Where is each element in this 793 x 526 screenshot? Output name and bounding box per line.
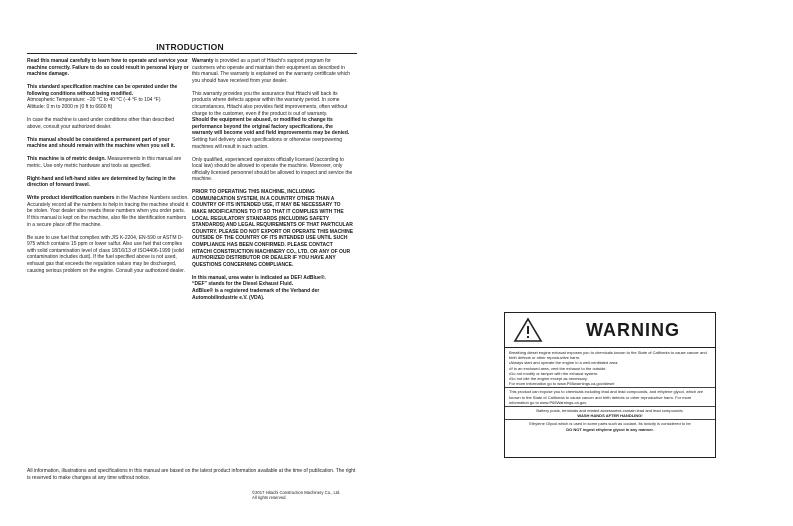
warranty-bold: Warranty: [192, 58, 214, 64]
warning-bullet: • Always start and operate the engine in a well-ventilated area.: [509, 360, 711, 365]
warranty-assurance-paragraph: [192, 91, 354, 150]
def-definition: “DEF” stands for the Diesel Exhaust Fluid.: [192, 281, 294, 288]
sides-paragraph: [27, 176, 189, 189]
left-column: [27, 58, 189, 281]
right-column: [192, 58, 354, 308]
copyright-text: ©2017 Hitachi Construction Machinery Co., Ltd.: [252, 490, 341, 495]
warning-body: [505, 348, 715, 434]
compliance-paragraph: [192, 189, 354, 268]
atmospheric-temperature: Atmospheric Temperature: −20 °C to 40 °C (−4 °F to 104 °F): [27, 97, 161, 104]
metric-design-bold: This machine is of metric design.: [27, 156, 106, 163]
other-conditions-paragraph: In case the machine is used under conditions other than described above, consult your authorized dealer.: [27, 116, 175, 130]
permanent-part-text: This manual should be considered a permanent part of your machine and should remain with the machine when you sell it.: [27, 136, 176, 150]
warranty-assurance-text: This warranty provides you the assurance that Hitachi will back its products where defects appear within the warranty period. In some circumstances, Hitachi also provides field improvements, often without charge to the customer, even if the product is out of warranty.: [192, 90, 348, 117]
warning-divider: [505, 406, 715, 407]
identification-numbers-text: in the Machine Numbers section. Accurately record all the numbers to help in tracing the machine should it be stolen. Your dealer also needs these numbers when you order parts. If this manual is kept on the machine, also file the identification numbers in a secure place off the machine.: [27, 195, 189, 228]
warranty-void-text: Should the equipment be abused, or modified to change its performance beyond the original factory specifications, the warranty will become void and field improvements may be denied.: [192, 117, 350, 137]
warning-bullet: • Do not idle the engine except as necessary.: [509, 376, 711, 381]
page-title: INTRODUCTION: [156, 42, 224, 52]
adblue-trademark: AdBlue® is a registered trademark of the Verband der Automobilindustrie e.V. (VDA).: [192, 287, 320, 301]
operating-conditions-paragraph: [27, 84, 189, 110]
warranty-text: is provided as a part of Hitachi's support program for customers who operate and maintain their equipment as described in this manual. The warranty is explained on the warranty certificate which you should have received from your dealer.: [192, 58, 351, 84]
compliance-text: PRIOR TO OPERATING THIS MACHINE, INCLUDING COMMUNICATION SYSTEM, IN A COUNTRY OTHER THAN A COUNTRY OF ITS INTENDED USE, IT MAY BE NECESSARY TO MAKE MODIFICATIONS TO IT SO THAT IT COMPLIES WITH THE LOCAL REGULATORY STANDARDS (INCLUDING SAFETY STANDARDS) AND LEGAL REQUIREMENTS OF THAT PARTICULAR COUNTRY. PLEASE DO NOT EXPORT OR OPERATE THIS MACHINE OUTSIDE OF THE COUNTRY OF ITS INTENDED USE UNTIL SUCH COMPLIANCE HAS BEEN CONFIRMED. PLEASE CONTACT HITACHI CONSTRUCTION MACHINERY CO., LTD. OR ANY OF OUR AUTHORIZED DISTRIBUTOR OR DEALER IF YOU HAVE ANY QUESTIONS CONCERNING COMPLIANCE.: [192, 189, 354, 268]
warning-title: WARNING: [586, 319, 680, 340]
prop65-warning-box: [504, 312, 716, 458]
operating-conditions-heading: This standard specification machine can be operated under the following conditions without being modified.: [27, 84, 178, 97]
warning-glycol-bold: DO NOT ingest ethylene glycol in any manner.: [566, 426, 654, 432]
metric-design-text: Measurements in this manual are metric. Use only metric hardware and tools as specified.: [27, 156, 182, 169]
warning-triangle-icon: [505, 317, 551, 343]
warning-glycol-text: Ethylene Glycol which is used in some parts such as coolant. Its toxicity is considered to be: [529, 421, 691, 427]
warning-intro: Breathing diesel engine exhaust exposes you to chemicals known to the State of California to cause cancer and birth defects or other reproductive harm.: [509, 350, 707, 361]
warning-divider: [505, 419, 715, 420]
fuel-delivery-text: Setting fuel delivery above specifications or otherwise overpowering machines will result in such action.: [192, 136, 343, 150]
warning-divider: [505, 387, 715, 388]
qualified-operators-paragraph: Only qualified, experienced operators officially licensed (according to local law) should be allowed to operate the machine. Moreover, only officially licensed personnel should be allowed to inspect and service the machine.: [192, 156, 353, 183]
identification-numbers-bold: Write product identification numbers: [27, 195, 115, 202]
intro-paragraph-read-manual: [27, 58, 189, 78]
altitude-range: Altitude: 0 m to 2000 m (0 ft to 6600 ft): [27, 103, 113, 110]
def-adblue-paragraph: [192, 275, 354, 301]
def-adblue-indicated: In this manual, urea water is indicated as DEF/ AdBlue®.: [192, 274, 326, 281]
warning-battery-text: Battery posts, terminals and related accessories contain lead and lead compounds.: [536, 408, 684, 414]
warning-bullet: • Do not modify or tamper with the exhaust system.: [509, 371, 711, 376]
warning-bullet: • If in an enclosed area, vent the exhaust to the outside.: [509, 366, 711, 371]
read-manual-text: Read this manual carefully to learn how to operate and service your machine correctly. Failure to do so could result in personal injury or machine damage.: [27, 58, 189, 78]
identification-numbers-paragraph: [27, 195, 189, 228]
rights-text: All rights reserved.: [252, 495, 287, 501]
warning-wash-hands: WASH HANDS AFTER HANDLING!: [577, 413, 643, 419]
warning-lead-text: This product can expose you to chemicals including lead and lead compounds, and ethylene glycol, which are known to the State of California to cause cancer and birth defects or other reproductive harm. For more information go to www.P65Warnings.ca.gov.: [509, 389, 704, 405]
copyright-block: [252, 490, 362, 501]
warning-more-info: For more information go to www.P65warnings.ca.gov/diesel: [509, 381, 615, 387]
sides-text: Right-hand and left-hand sides are determined by facing in the direction of forward travel.: [27, 175, 176, 189]
title-divider: [27, 53, 357, 54]
metric-design-paragraph: [27, 156, 189, 169]
footer-note: All information, illustrations and specifications in this manual are based on the latest product information available at the time of publication. The right is reserved to make changes at any time without notice.: [27, 468, 356, 481]
fuel-paragraph: Be sure to use fuel that complies with JIS K-2204, EN-590 or ASTM D-975 which contains 15 ppm or lower sulfur. Also use fuel that complies with solid contamination level of class 18/16/13 of ISO4406-1999 (solid contamination includes dust). If the fuel specified above is not used, exhaust gas that exceeds the regulation values may be discharged, causing serious problem on the engine. Consult your authorized dealer.: [27, 234, 185, 274]
permanent-part-paragraph: [27, 137, 189, 150]
warranty-paragraph: [192, 58, 354, 84]
warning-header: [505, 313, 715, 348]
